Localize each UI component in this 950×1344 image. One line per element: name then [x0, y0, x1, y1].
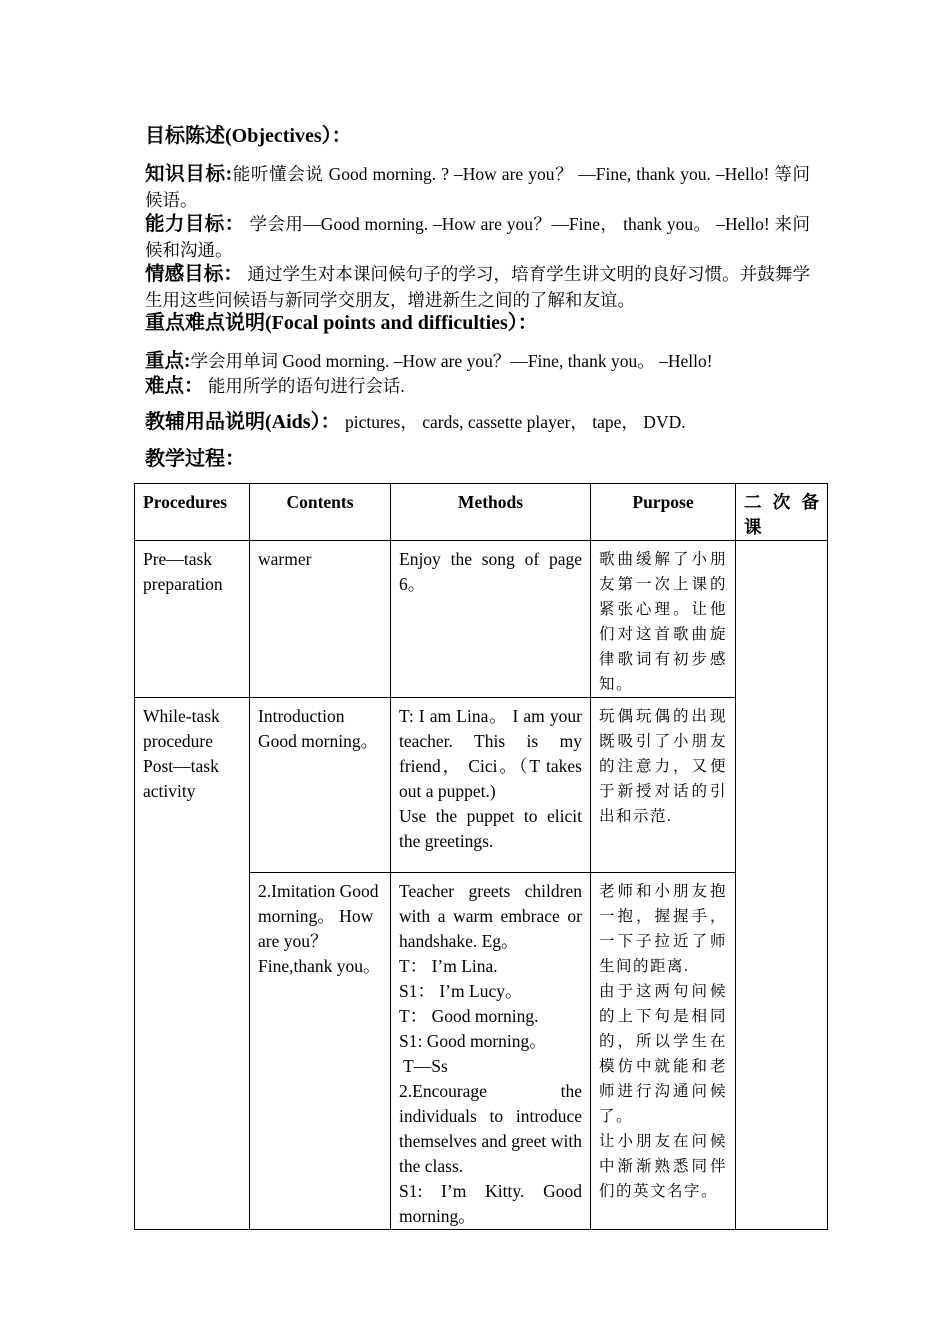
method-line: T: I am Lina。 I am your teacher. This is my friend， Cici。（T takes out a puppet.) [399, 706, 582, 801]
header-secondary-prep [736, 484, 828, 541]
aids-text: pictures， cards, cassette player， tape， DVD. [340, 412, 686, 432]
procedure-cell: While-task procedure Post—task activity [135, 698, 250, 1230]
methods-cell [391, 873, 591, 1230]
purpose-cell [591, 698, 736, 873]
difficulty-label: 难点： [145, 376, 204, 397]
purpose-line: 让小朋友在问候中渐渐熟悉同伴们的英文名字。 [599, 1133, 727, 1200]
method-line: Enjoy the song of page 6。 [399, 549, 582, 594]
method-line: T： I’m Lina. [399, 956, 498, 976]
process-heading: 教学过程： [145, 448, 245, 470]
method-line: S1: I’m Kitty. Good morning。 [399, 1181, 582, 1226]
methods-cell [391, 698, 591, 873]
knowledge-text: 能听懂会说 Good morning. ? –How are you？ —Fine, thank you. –Hello! 等问候语。 [145, 164, 811, 210]
difficulties [145, 374, 810, 400]
method-line: S1: Good morning。 [399, 1031, 547, 1051]
method-line: T—Ss [399, 1056, 448, 1076]
knowledge-label: 知识目标: [145, 164, 233, 185]
method-line: T： Good morning. [399, 1006, 539, 1026]
purpose-cell [591, 873, 736, 1230]
key-label: 重点: [145, 351, 191, 372]
objectives-heading: 目标陈述(Objectives）： [145, 125, 352, 147]
aids-line [145, 409, 810, 435]
purpose-line: 由于这两句问候的上下句是相同的，所以学生在模仿中就能和老师进行沟通问候了。 [599, 983, 727, 1125]
emotion-label: 情感目标： [145, 264, 243, 285]
procedures-table [134, 483, 828, 1230]
table-row [135, 698, 828, 873]
header-secondary-prep-line1: 二 次 备 [744, 492, 819, 512]
header-secondary-prep-line2: 课 [744, 517, 762, 537]
purpose-line: 歌曲缓解了小朋友第一次上课的紧张心理。让他们对这首歌曲旋律歌词有初步感知。 [599, 551, 727, 693]
header-procedures: Procedures [135, 484, 250, 541]
focal-heading: 重点难点说明(Focal points and difficulties）： [145, 312, 538, 334]
purpose-cell [591, 541, 736, 698]
header-purpose: Purpose [591, 484, 736, 541]
content-cell: Introduction Good morning。 [250, 698, 391, 873]
table-header-row [135, 484, 828, 541]
header-contents: Contents [250, 484, 391, 541]
header-methods: Methods [391, 484, 591, 541]
secondary-prep-cell [736, 541, 828, 1230]
content-cell: 2.Imitation Good morning。 How are you？ Fine,thank you。 [250, 873, 391, 1230]
purpose-line: 老师和小朋友抱一抱，握握手，一下子拉近了师生间的距离. [599, 883, 727, 975]
purpose-line: 玩偶玩偶的出现既吸引了小朋友的注意力，又便于新授对话的引出和示范. [599, 708, 727, 825]
emotion-objective [145, 262, 810, 312]
method-line: Use the puppet to elicit the greetings. [399, 806, 582, 851]
key-text: 学会用单词 Good morning. –How are you？—Fine, thank you。 –Hello! [190, 351, 713, 371]
table-row [135, 541, 828, 698]
difficulty-text: 能用所学的语句进行会话. [203, 376, 405, 396]
emotion-text: 通过学生对本课问候句子的学习，培育学生讲文明的良好习惯。并鼓舞学生用这些问候语与新同学交朋友，增进新生之间的了解和友谊。 [145, 264, 810, 310]
ability-label: 能力目标： [145, 214, 245, 235]
procedure-cell: Pre—task preparation [135, 541, 250, 698]
method-line: 2.Encourage the individuals to introduce themselves and greet with the class. [399, 1081, 582, 1176]
ability-text: 学会用—Good morning. –How are you？—Fine， thank you。 –Hello! 来问候和沟通。 [145, 214, 810, 260]
key-points [145, 349, 810, 375]
aids-heading: 教辅用品说明(Aids）： [145, 411, 341, 433]
ability-objective [145, 212, 810, 262]
content-cell: warmer [250, 541, 391, 698]
method-line: S1： I’m Lucy。 [399, 981, 523, 1001]
knowledge-objective [145, 162, 810, 212]
methods-cell [391, 541, 591, 698]
method-line: Teacher greets children with a warm embrace or handshake. Eg。 [399, 881, 582, 951]
